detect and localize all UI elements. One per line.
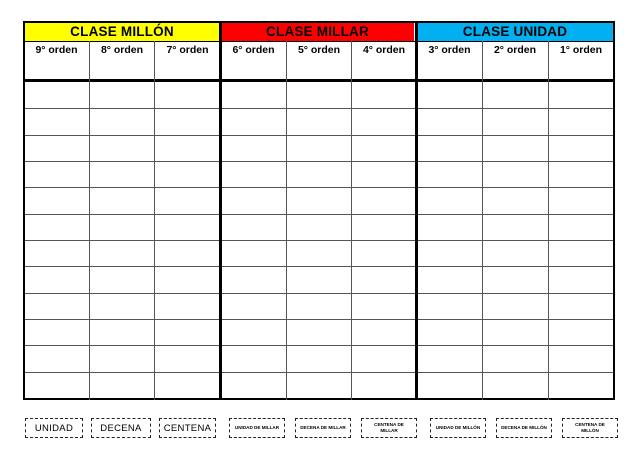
column-divider (548, 41, 549, 400)
place-value-table (23, 21, 615, 400)
card-unidad-de-millar: UNIDAD DE MILLAR (229, 418, 285, 438)
order-label-5: 5° orden (297, 43, 341, 56)
column-divider (351, 41, 352, 400)
column-divider (89, 41, 90, 400)
card-decena: DECENA (91, 418, 151, 438)
column-divider (154, 41, 155, 400)
card-decena-de-millon: DECENA DE MILLÓN (496, 418, 552, 438)
header-divider (23, 41, 615, 42)
class-header-millar: CLASE MILLAR (221, 22, 414, 41)
order-label-8: 8° orden (100, 43, 144, 56)
class-header-unidad: CLASE UNIDAD (417, 22, 613, 41)
row-divider (23, 345, 615, 346)
order-label-1: 1° orden (559, 43, 603, 56)
header-bottom-border (23, 79, 615, 82)
table-left-border (23, 21, 25, 400)
card-centena-de-millon: CENTENA DE MILLÓN (562, 418, 618, 438)
row-divider (23, 108, 615, 109)
order-label-4: 4° orden (362, 43, 406, 56)
card-unidad-de-millon: UNIDAD DE MILLÓN (430, 418, 486, 438)
class-header-millon: CLASE MILLÓN (25, 22, 219, 41)
order-label-9: 9° orden (35, 43, 78, 56)
row-divider (23, 214, 615, 215)
order-label-3: 3° orden (428, 43, 471, 56)
row-divider (23, 266, 615, 267)
class-divider-1 (219, 21, 222, 400)
order-label-6: 6° orden (232, 43, 275, 56)
class-divider-2 (415, 21, 418, 400)
row-divider (23, 240, 615, 241)
table-bottom-border (23, 398, 615, 400)
row-divider (23, 161, 615, 162)
order-label-7: 7° orden (166, 43, 209, 56)
row-divider (23, 319, 615, 320)
card-unidad: UNIDAD (25, 418, 83, 438)
row-divider (23, 372, 615, 373)
card-decena-de-millar: DECENA DE MILLAR (295, 418, 351, 438)
column-divider (482, 41, 483, 400)
card-centena: CENTENA (159, 418, 216, 438)
table-right-border (613, 21, 615, 400)
table-top-border (23, 21, 615, 23)
order-label-2: 2° orden (493, 43, 537, 56)
row-divider (23, 135, 615, 136)
row-divider (23, 293, 615, 294)
column-divider (286, 41, 287, 400)
row-divider (23, 187, 615, 188)
card-centena-de-millar: CENTENA DE MILLAR (361, 418, 417, 438)
